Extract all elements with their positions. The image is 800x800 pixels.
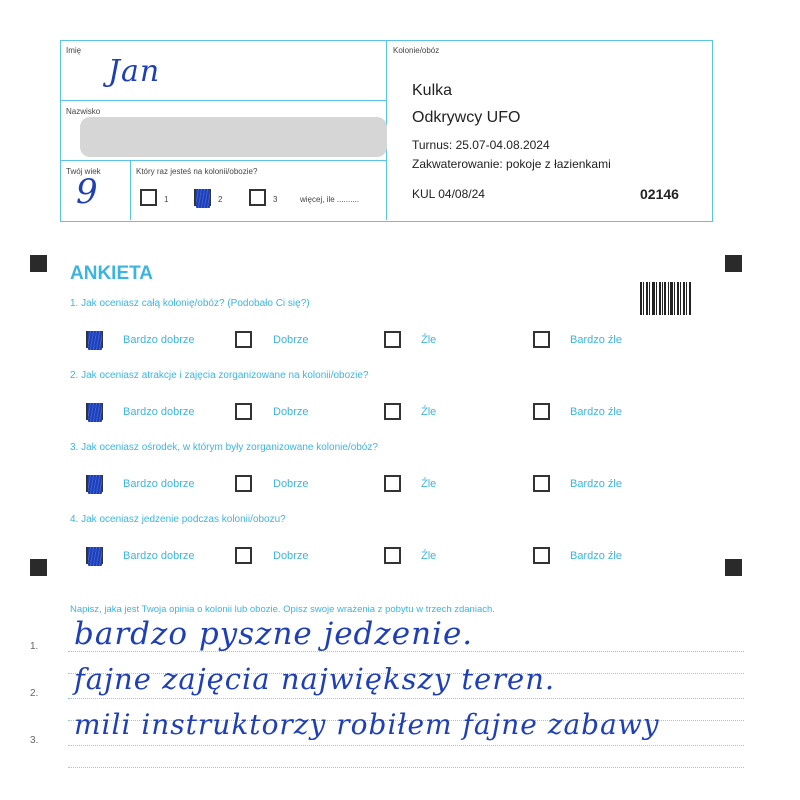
times-option-1: 1 (164, 195, 169, 204)
camp-name: Kulka (412, 82, 453, 99)
q4-option-bardzo-dobrze-checkbox[interactable] (86, 547, 103, 564)
q3-option-zle-label: Źle (421, 478, 437, 490)
q1-option-bardzo-zle-label: Bardzo źle (570, 334, 622, 346)
opinion-line-2[interactable]: fajne zajęcia największy teren. (74, 662, 556, 696)
header-divider-h2 (60, 160, 386, 161)
opinion-line-number-2: 2. (30, 688, 39, 699)
q4-option-bardzo-zle-checkbox[interactable] (533, 547, 550, 564)
q2-option-dobrze-checkbox[interactable] (235, 403, 252, 420)
question-2-text: 2. Jak oceniasz atrakcje i zajęcia zorganizowane na kolonii/obozie? (70, 370, 369, 381)
q4-option-bardzo-dobrze-label: Bardzo dobrze (123, 550, 195, 562)
q3-option-bardzo-dobrze-label: Bardzo dobrze (123, 478, 195, 490)
opinion-dotted-line (68, 767, 744, 768)
registration-mark-top-right (725, 255, 742, 272)
q2-option-zle-label: Źle (421, 406, 437, 418)
q1-option-bardzo-zle-checkbox[interactable] (533, 331, 550, 348)
camp-label: Kolonie/obóz (393, 46, 440, 55)
camp-code: KUL 04/08/24 (412, 187, 485, 201)
times-option-3: 3 (273, 195, 278, 204)
registration-mark-bottom-left (30, 559, 47, 576)
q2-option-bardzo-dobrze-label: Bardzo dobrze (123, 406, 195, 418)
barcode-icon (640, 282, 692, 315)
times-checkbox-1[interactable] (140, 189, 157, 206)
q1-option-dobrze-checkbox[interactable] (235, 331, 252, 348)
question-1-text: 1. Jak oceniasz całą kolonię/obóz? (Podobało Ci się?) (70, 298, 310, 309)
q2-option-bardzo-zle-label: Bardzo źle (570, 406, 622, 418)
opinion-prompt: Napisz, jaka jest Twoja opinia o kolonii lub obozie. Opisz swoje wrażenia z pobytu w trzech zdaniach. (70, 604, 495, 615)
camp-accommodation: Zakwaterowanie: pokoje z łazienkami (412, 157, 611, 171)
header-divider-h1 (60, 100, 386, 101)
q4-option-zle-label: Źle (421, 550, 437, 562)
q4-option-dobrze-checkbox[interactable] (235, 547, 252, 564)
camp-turnus: Turnus: 25.07-04.08.2024 (412, 138, 550, 152)
age-value[interactable]: 9 (76, 172, 99, 212)
q1-option-bardzo-dobrze-checkbox[interactable] (86, 331, 103, 348)
q3-option-dobrze-label: Dobrze (273, 478, 309, 490)
camp-program: Odkrywcy UFO (412, 109, 521, 126)
q3-option-dobrze-checkbox[interactable] (235, 475, 252, 492)
age-label: Twój wiek (66, 167, 101, 176)
opinion-line-3[interactable]: mili instruktorzy robiłem fajne zabawy (74, 708, 660, 741)
q2-option-zle-checkbox[interactable] (384, 403, 401, 420)
name-label: Imię (66, 46, 82, 55)
surname-redacted (80, 117, 387, 157)
q1-option-dobrze-label: Dobrze (273, 334, 309, 346)
opinion-line-number-1: 1. (30, 641, 39, 652)
q4-option-bardzo-zle-label: Bardzo źle (570, 550, 622, 562)
q3-option-zle-checkbox[interactable] (384, 475, 401, 492)
q1-option-zle-label: Źle (421, 334, 437, 346)
q1-option-bardzo-dobrze-label: Bardzo dobrze (123, 334, 195, 346)
opinion-dotted-line (68, 745, 744, 746)
survey-title: ANKIETA (70, 263, 154, 284)
times-checkbox-3[interactable] (249, 189, 266, 206)
times-option-2: 2 (218, 195, 223, 204)
header-divider-v2 (130, 160, 131, 220)
times-checkbox-2[interactable] (194, 189, 211, 206)
q4-option-dobrze-label: Dobrze (273, 550, 309, 562)
registration-mark-bottom-right (725, 559, 742, 576)
question-4-text: 4. Jak oceniasz jedzenie podczas kolonii/obozu? (70, 514, 286, 525)
q2-option-dobrze-label: Dobrze (273, 406, 309, 418)
opinion-line-number-3: 3. (30, 735, 39, 746)
opinion-line-1[interactable]: bardzo pyszne jedzenie. (74, 616, 474, 652)
surname-label: Nazwisko (66, 107, 101, 116)
times-option-more: więcej, ile .......... (300, 195, 360, 204)
form-number: 02146 (640, 186, 679, 202)
q3-option-bardzo-zle-label: Bardzo źle (570, 478, 622, 490)
q2-option-bardzo-dobrze-checkbox[interactable] (86, 403, 103, 420)
q3-option-bardzo-zle-checkbox[interactable] (533, 475, 550, 492)
q2-option-bardzo-zle-checkbox[interactable] (533, 403, 550, 420)
registration-mark-top-left (30, 255, 47, 272)
question-3-text: 3. Jak oceniasz ośrodek, w którym były zorganizowane kolonie/obóz? (70, 442, 378, 453)
times-label: Który raz jesteś na kolonii/obozie? (136, 167, 258, 176)
q3-option-bardzo-dobrze-checkbox[interactable] (86, 475, 103, 492)
q4-option-zle-checkbox[interactable] (384, 547, 401, 564)
opinion-dotted-line (68, 698, 744, 699)
name-value[interactable]: Jan (108, 54, 161, 89)
q1-option-zle-checkbox[interactable] (384, 331, 401, 348)
